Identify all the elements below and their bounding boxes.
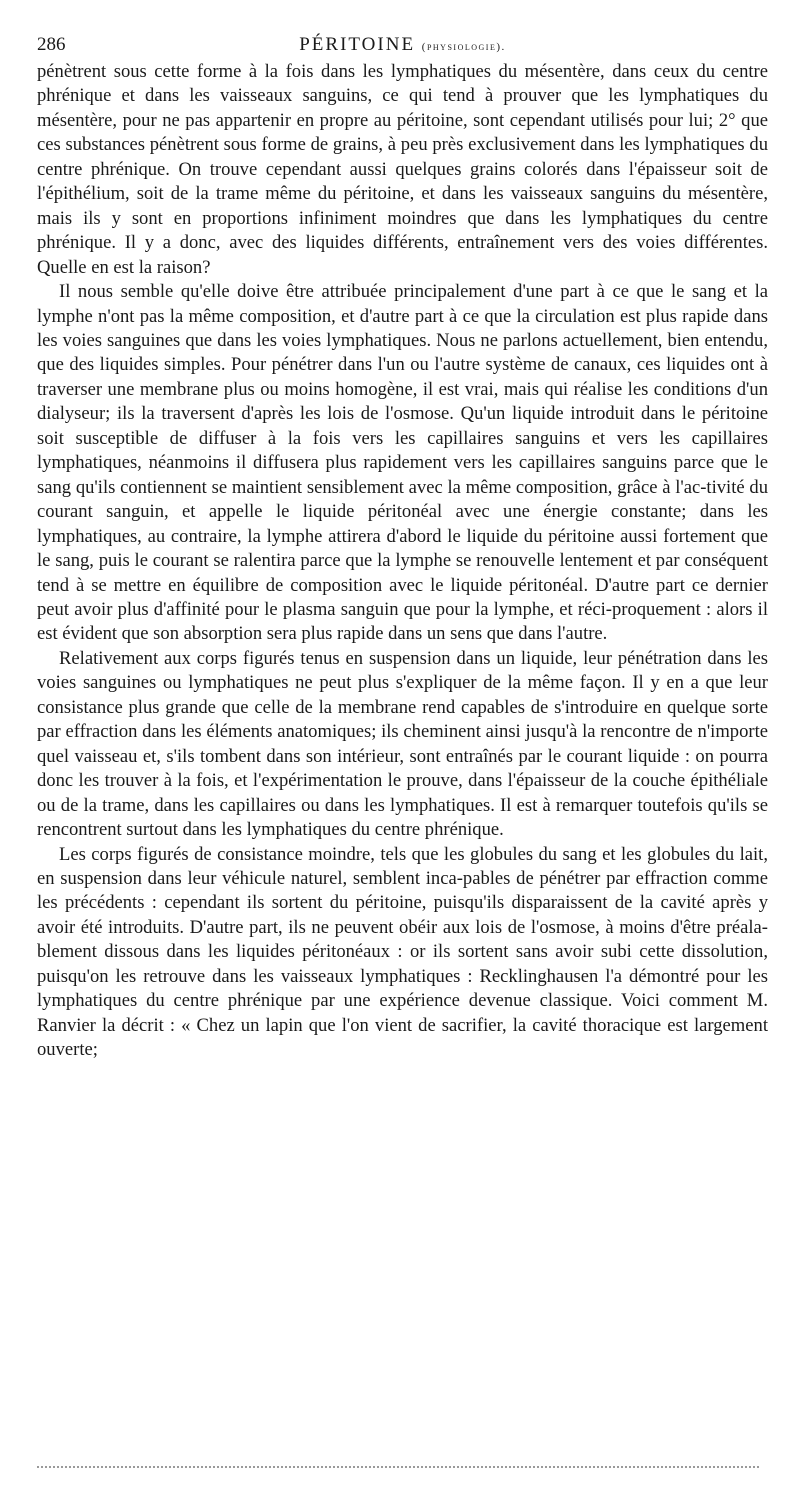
running-head — [37, 30, 768, 60]
paragraph: Il nous semble qu'elle doive être attribuée principalement d'une part à ce que le sang et la lymphe n'ont pas la même composition, et d'autre part à ce que la circulation est plus rapide dans les voies sanguines que dans les voies lymphatiques. Nous ne parlons actuellement, bien entendu, que des liquides simples. Pour pénétrer dans l'un ou l'autre système de canaux, ces liquides ont à traverser une membrane plus ou moins homogène, il est vrai, mais qui réalise les conditions d'un dialyseur; ils la traversent d'après les lois de l'osmose. Qu'un liquide introduit dans le péritoine soit susceptible de diffuser à la fois vers les capillaires sanguins et vers les capillaires lymphatiques, néanmoins il diffusera plus rapidement vers les capillaires sanguins parce que le sang qu'ils contiennent se maintient sensiblement avec la même composition, grâce à l'ac-tivité du courant sanguin, et appelle le liquide péritonéal avec une énergie constante; dans les lymphatiques, au contraire, la lymphe attirera d'abord le liquide du péritoine aussi fortement que le sang, puis le courant se ralentira parce que la lymphe se renouvelle lentement et par conséquent tend à se mettre en équilibre de composition avec le liquide péritonéal. D'autre part ce dernier peut avoir plus d'affinité pour le plasma sanguin que pour la lymphe, et réci-proquement : alors il est évident que son absorption sera plus rapide dans un sens que dans l'autre. — [37, 281, 768, 645]
paragraph: Relativement aux corps figurés tenus en suspension dans un liquide, leur pénétration dans les voies sanguines ou lymphatiques ne peut plus s'expliquer de la même façon. Il y en a que leur consistance plus grande que celle de la membrane rend capables de s'introduire en quelque sorte par effraction dans les éléments anatomiques; ils cheminent ainsi jusqu'à la rencontre de n'importe quel vaisseau et, s'ils tombent dans son intérieur, sont entraînés par le courant liquide : on pourra donc les trouver à la fois, et l'expérimentation le prouve, dans l'épaisseur de la couche épithéliale ou de la trame, dans les capillaires ou dans les lymphatiques. Il est à remarquer toutefois qu'ils se rencontrent surtout dans les lymphatiques du centre phrénique. — [37, 647, 768, 841]
paragraph: Les corps figurés de consistance moindre, tels que les globules du sang et les globules du lait, en suspension dans leur véhicule naturel, semblent inca-pables de pénétrer par effraction comme les précédents : cependant ils sortent du péritoine, puisqu'ils disparaissent de la cavité après y avoir été introduits. D'autre part, ils ne peuvent obéir aux lois de l'osmose, à moins d'être préala-blement dissous dans les liquides péritonéaux : or ils sortent sans avoir subi cette dissolution, puisqu'on les retrouve dans les vaisseaux lymphatiques : Recklinghausen l'a démontré pour les lymphatiques du centre phrénique par une expérience devenue classique. Voici comment M. Ranvier la décrit : « Chez un lapin que l'on vient de sacrifier, la cavité thoracique est largement ouverte; — [37, 843, 768, 1061]
page-number: 286 — [37, 34, 66, 55]
running-title — [37, 30, 768, 62]
paragraph-continued: pénètrent sous cette forme à la fois dans les lymphatiques du mésentère, dans ceux du centre phrénique et dans les vaisseaux sanguins, ce qui tend à prouver que les lymphatiques du mésentère, pour ne pas appartenir en propre au péritoine, sont cependant utilisés pour lui; 2° que ces substances pénètrent sous forme de grains, à peu près exclusivement dans les lymphatiques du centre phrénique. On trouve cependant aussi quelques grains colorés dans l'épaisseur soit de l'épithélium, soit de la trame même du péritoine, et dans les vaisseaux sanguins du mésentère, mais ils y sont en proportions infiniment moindres que dans les lymphatiques du centre phrénique. Il y a donc, avec des liquides différents, entraînement vers des voies différentes. Quelle en est la raison? — [37, 61, 768, 278]
section-title: PÉRITOINE — [299, 34, 416, 55]
body-text — [37, 60, 768, 1063]
book-page — [37, 30, 768, 1063]
section-subtitle: (physiologie). — [421, 41, 506, 53]
footer-dotted-rule — [37, 1466, 759, 1468]
